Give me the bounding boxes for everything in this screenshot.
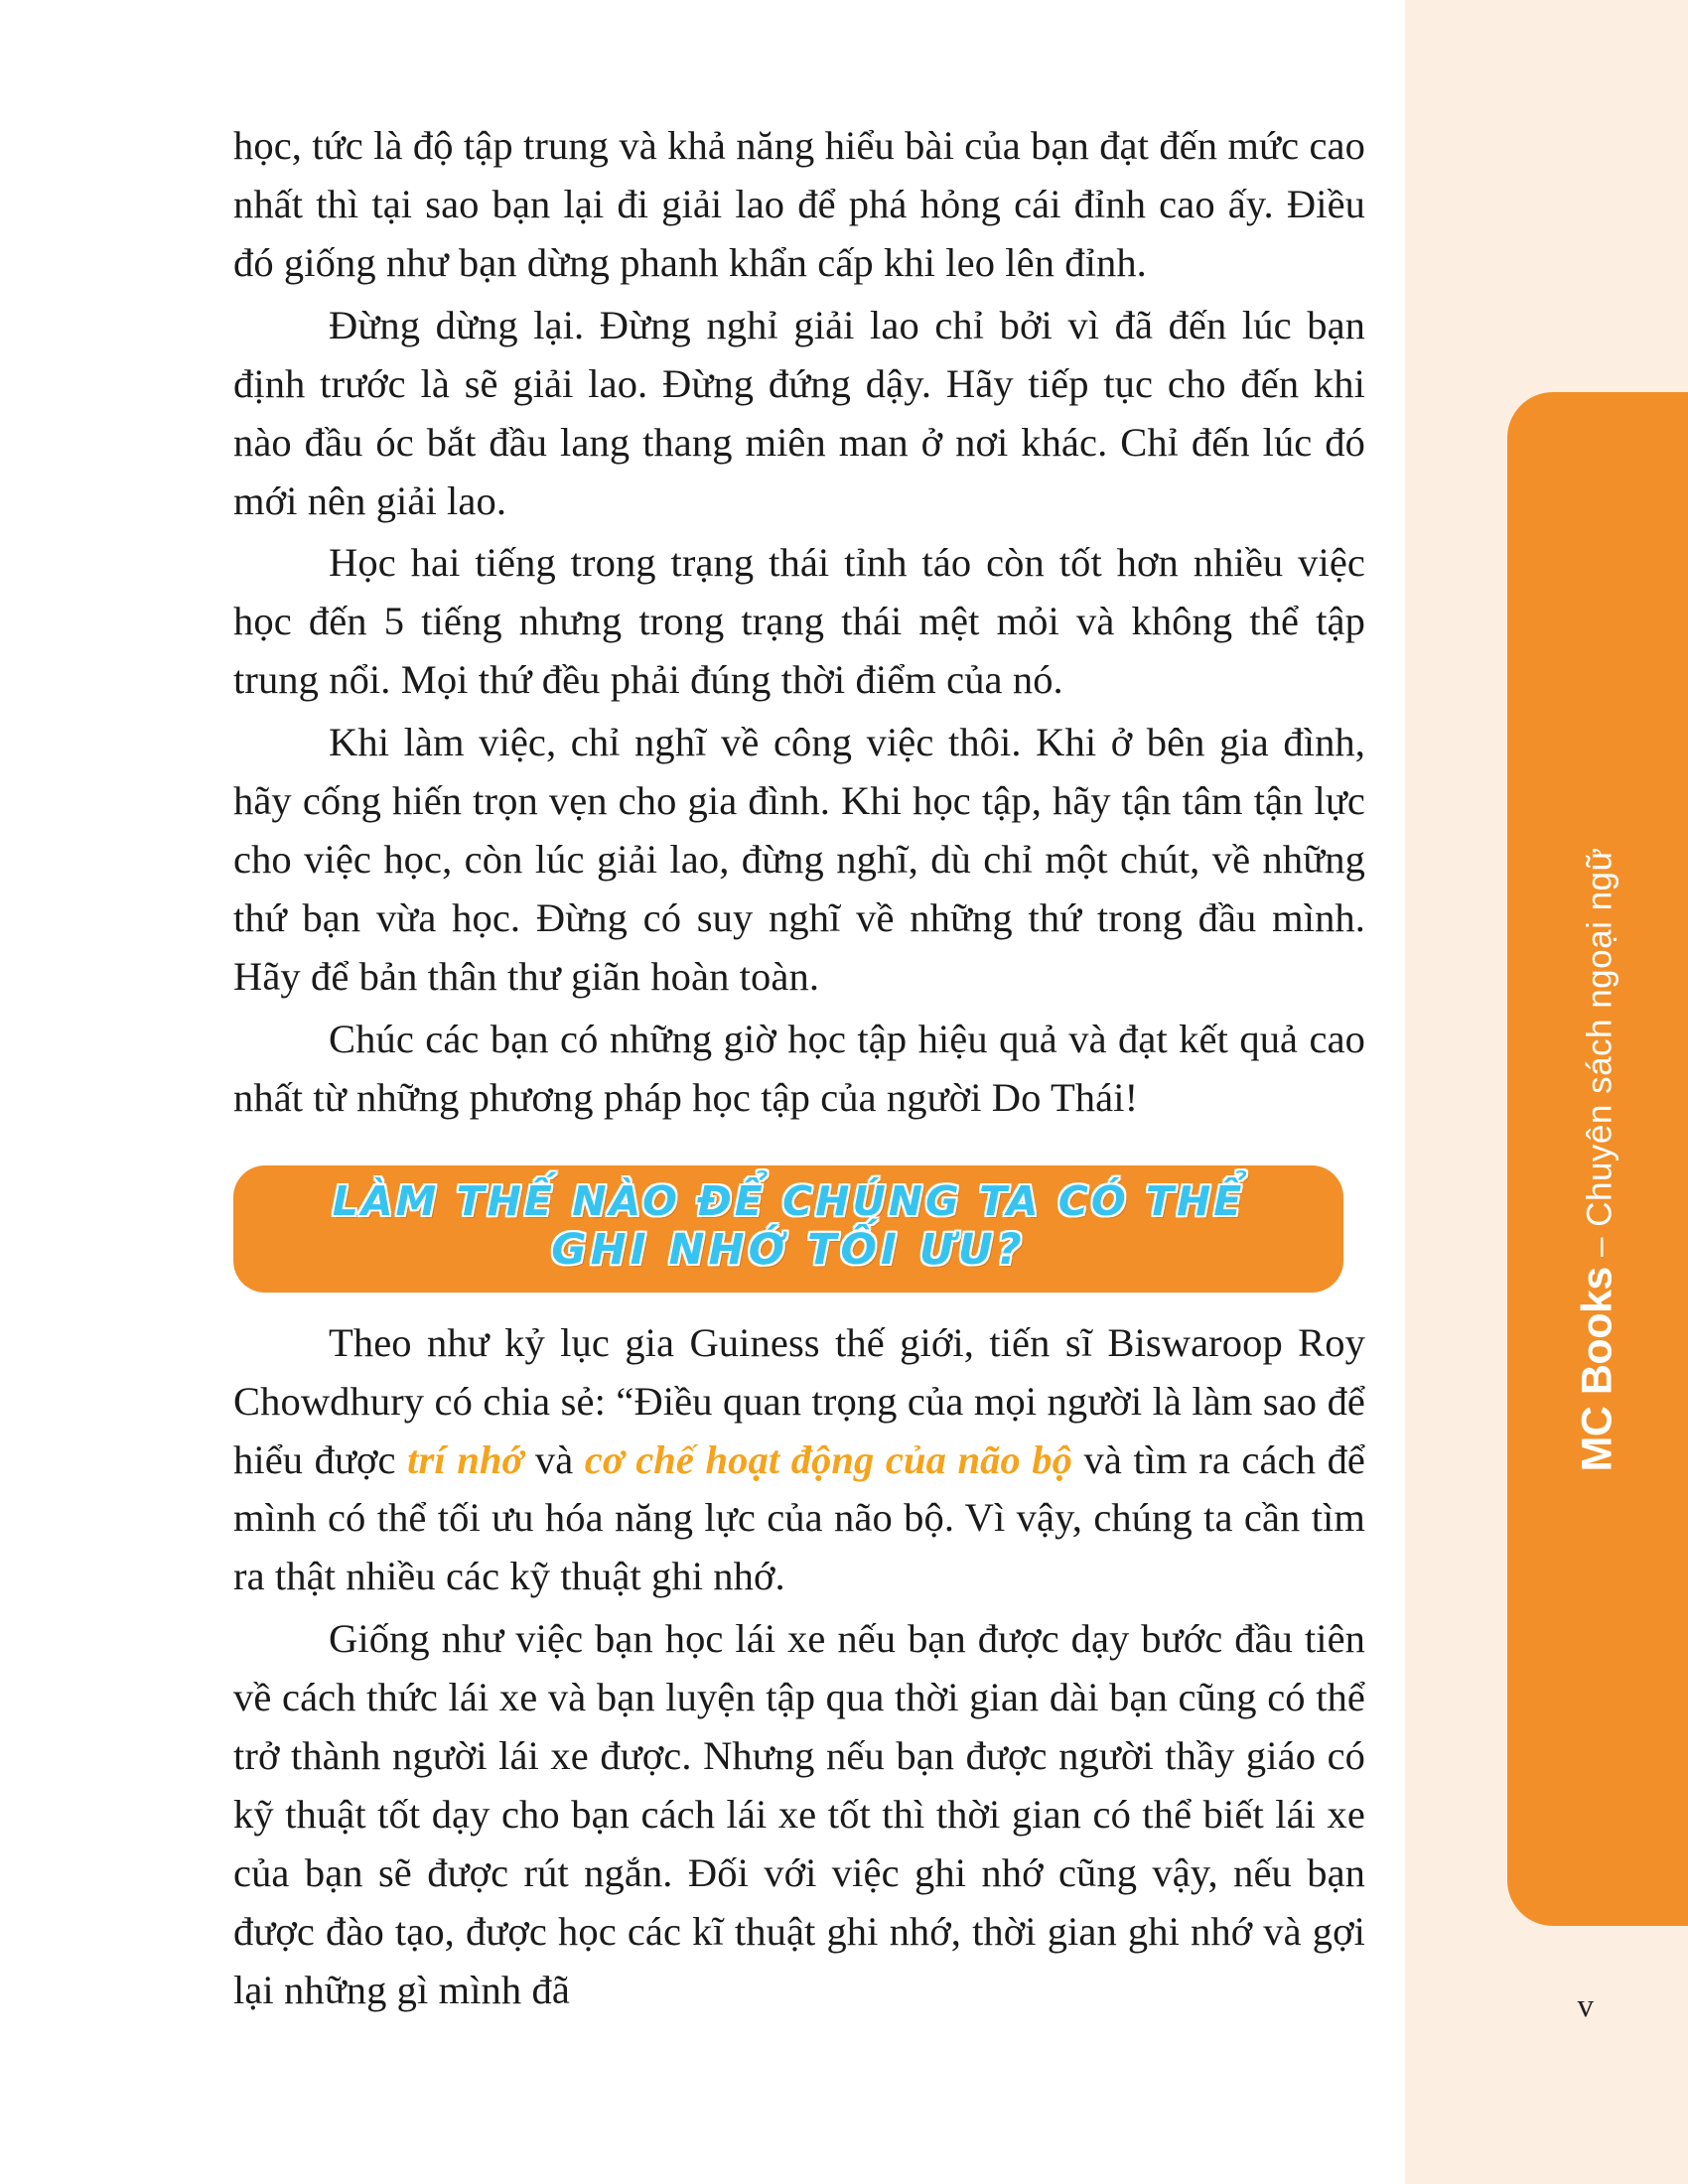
paragraph-6-part-2: và (523, 1436, 585, 1482)
section-heading-line-1: LÀM THẾ NÀO ĐỂ CHÚNG TA CÓ THỂ (332, 1177, 1245, 1226)
highlight-co-che-hoat-dong: cơ chế hoạt động của não bộ (584, 1436, 1073, 1482)
paragraph-3: Học hai tiếng trong trạng thái tỉnh táo còn tốt hơn nhiều việc học đến 5 tiếng nhưng trong trạng thái mệt mỏi và không thể tập trung nổi. Mọi thứ đều phải đúng thời điểm của nó. (233, 540, 1365, 703)
paragraph-1: học, tức là độ tập trung và khả năng hiểu bài của bạn đạt đến mức cao nhất thì tại sao bạn lại đi giải lao để phá hỏng cái đỉnh cao ấy. Điều đó giống như bạn dừng phanh khẩn cấp khi leo lên đỉnh. (233, 123, 1365, 285)
paragraph-6-part-3: và tìm ra cách để mình có thể tối ưu hóa năng lực của não bộ. Vì vậy, chúng ta cần tìm ra thật nhiều các kỹ thuật ghi nhớ. (233, 1436, 1365, 1599)
paragraph-5: Chúc các bạn có những giờ học tập hiệu quả và đạt kết quả cao nhất từ những phương pháp học tập của người Do Thái! (233, 1016, 1365, 1120)
paragraph-2: Đừng dừng lại. Đừng nghỉ giải lao chỉ bởi vì đã đến lúc bạn định trước là sẽ giải lao. Đừng đứng dậy. Hãy tiếp tục cho đến khi nào đầu óc bắt đầu lang thang miên man ở nơi khác. Chỉ đến lúc đó mới nên giải lao. (233, 302, 1365, 523)
brand-side-tab-label (1574, 847, 1622, 1471)
page-content (233, 117, 1365, 2024)
section-heading-banner (233, 1165, 1343, 1293)
paragraph-6-part-1: Theo như kỷ lục gia Guiness thế giới, tiến sĩ Biswaroop Roy Chowdhury có chia sẻ: “Điều quan trọng của mọi người là làm sao để hiểu được (233, 1319, 1365, 1482)
page-number: v (1577, 1988, 1594, 2024)
brand-tagline: – Chuyên sách ngoại ngữ (1580, 847, 1619, 1267)
highlight-tri-nho: trí nhớ (407, 1436, 524, 1482)
brand-name: MC Books (1573, 1266, 1621, 1471)
paragraph-6 (233, 1314, 1365, 1607)
side-decoration-band (1405, 0, 1688, 2184)
paragraph-7: Giống như việc bạn học lái xe nếu bạn được dạy bước đầu tiên về cách thức lái xe và bạn luyện tập qua thời gian dài bạn cũng có thể trở thành người lái xe được. Nhưng nếu bạn được người thầy giáo có kỹ thuật tốt dạy cho bạn cách lái xe tốt thì thời gian có thể biết lái xe của bạn sẽ được rút ngắn. Đối với việc ghi nhớ cũng vậy, nếu bạn được đào tạo, được học các kĩ thuật ghi nhớ, thời gian ghi nhớ và gợi lại những gì mình đã (233, 1616, 1365, 2012)
paragraph-4: Khi làm việc, chỉ nghĩ về công việc thôi. Khi ở bên gia đình, hãy cống hiến trọn vẹn cho gia đình. Khi học tập, hãy tận tâm tận lực cho việc học, còn lúc giải lao, đừng nghĩ, dù chỉ một chút, về những thứ bạn vừa học. Đừng có suy nghĩ về những thứ trong đầu mình. Hãy để bản thân thư giãn hoàn toàn. (233, 720, 1365, 999)
section-heading-line-2: GHI NHỚ TỐI ƯU? (551, 1225, 1026, 1276)
brand-side-tab (1507, 392, 1688, 1926)
